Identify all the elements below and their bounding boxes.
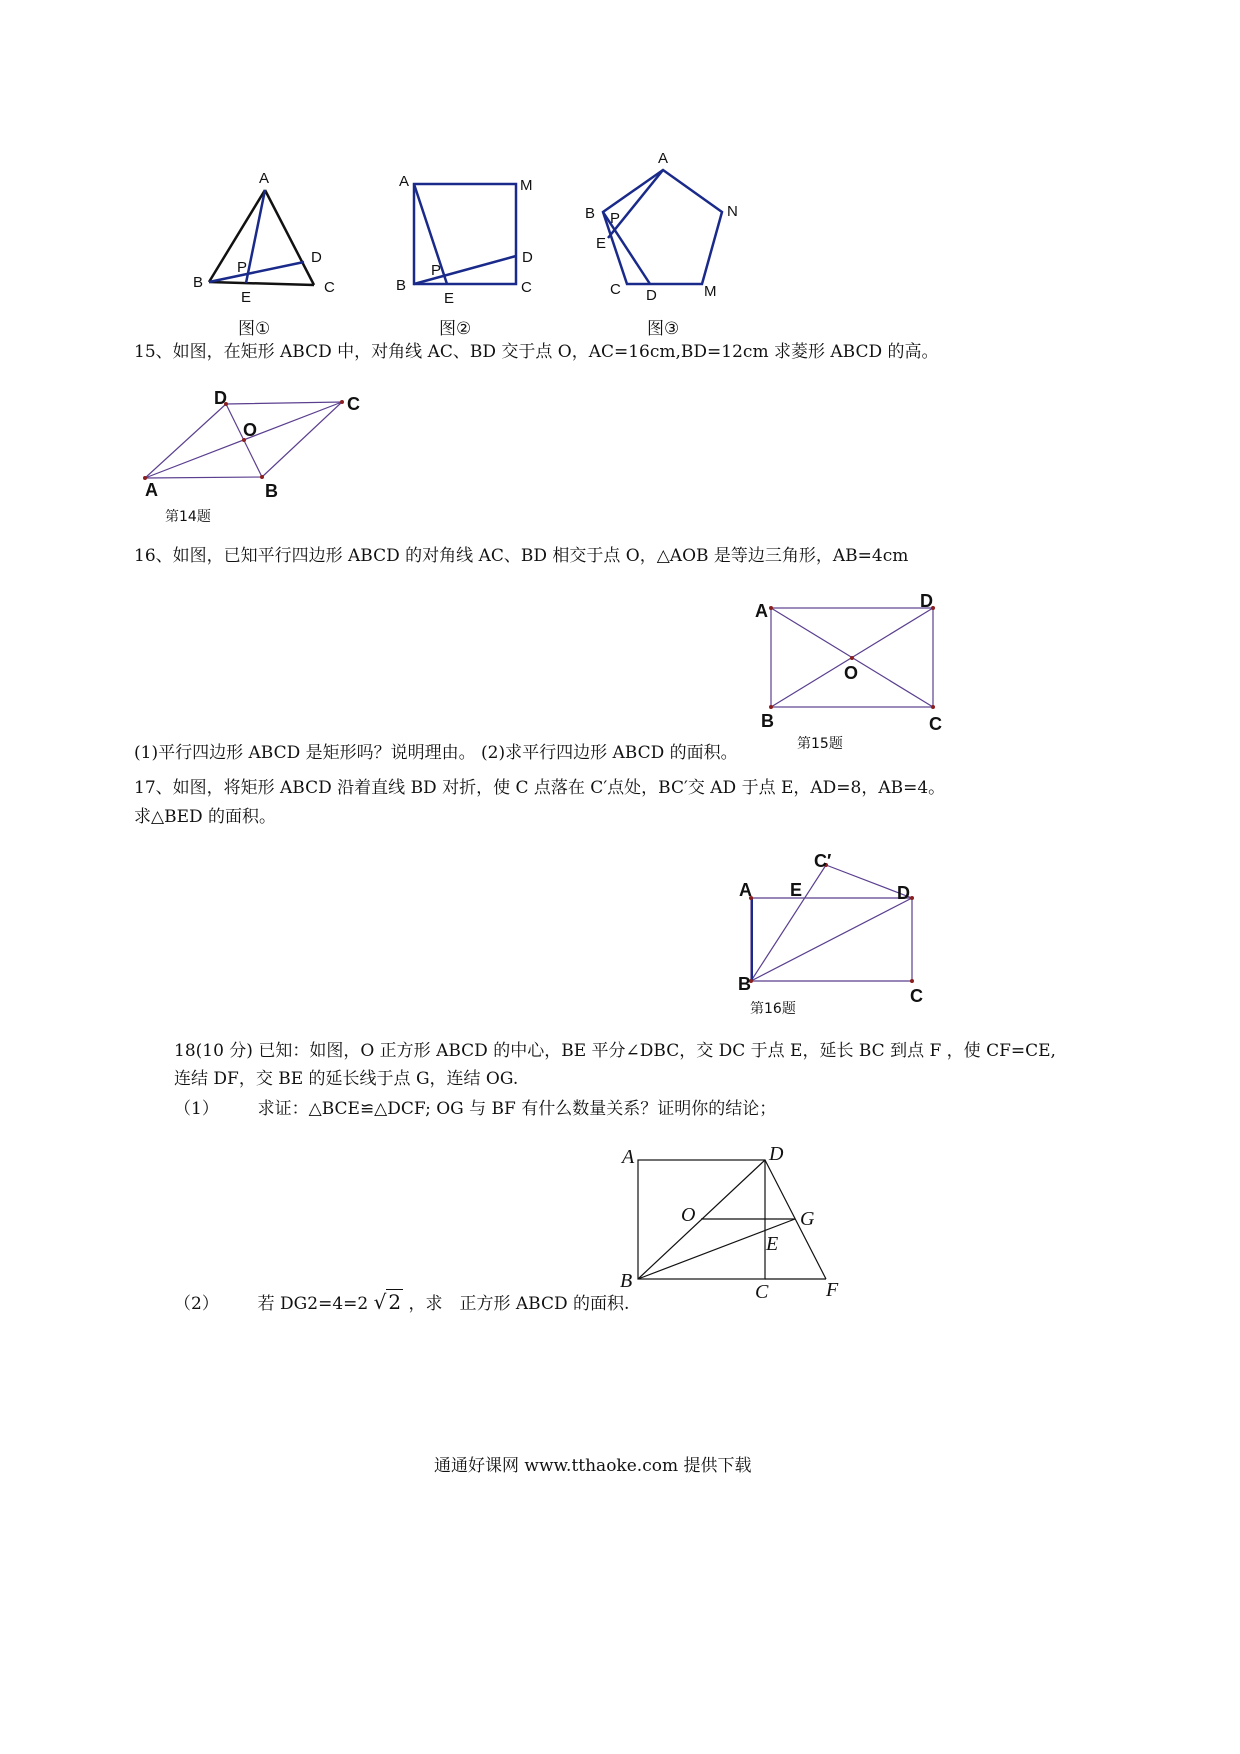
fig2-shape <box>414 184 516 284</box>
fig2-label-M: M <box>520 177 533 194</box>
q18-part2-post: ，求 正方形 ABCD 的面积. <box>408 1294 630 1314</box>
q15-label-D: D <box>214 388 227 408</box>
fig1-label-E: E <box>241 289 252 306</box>
q15-text: 15、如图，在矩形 ABCD 中，对角线 AC、BD 交于点 O，AC=16cm,BD=12cm 求菱形 ABCD 的高。 <box>134 342 939 362</box>
fig3-label-E: E <box>596 235 607 252</box>
q16-figure <box>769 606 935 709</box>
fig1-label-P: P <box>237 259 248 276</box>
q16-label-B: B <box>761 711 774 731</box>
q18-part1 <box>174 1099 776 1119</box>
fig2-label-P: P <box>431 262 442 279</box>
q17-text-1: 17、如图，将矩形 ABCD 沿着直线 BD 对折，使 C 点落在 C′点处，BC′交 AD 于点 E，AD=8，AB=4。 <box>134 778 946 798</box>
fig3-label-B: B <box>585 205 596 222</box>
q17-label-D: D <box>897 883 910 903</box>
footer-text: 通通好课网 www.tthaoke.com 提供下载 <box>434 1456 752 1476</box>
fig2-label-B: B <box>396 277 407 294</box>
q15-label-B: B <box>265 481 278 501</box>
q18-part2 <box>174 1290 629 1314</box>
q18-part2-num: （2） <box>174 1294 219 1314</box>
q16-label-C: C <box>929 714 942 734</box>
fig3-label-C: C <box>610 281 621 298</box>
fig1-caption: 图① <box>238 319 271 339</box>
fig3-shape <box>603 170 722 284</box>
q18-part1-text: 求证：△BCE≌△DCF; OG 与 BF 有什么数量关系？证明你的结论； <box>257 1099 777 1119</box>
q17-label-A: A <box>739 880 752 900</box>
fig1-shape <box>209 190 314 285</box>
q16-text: 16、如图，已知平行四边形 ABCD 的对角线 AC、BD 相交于点 O，△AOB 是等边三角形，AB=4cm <box>134 546 909 566</box>
q18-label-A: A <box>622 1146 635 1168</box>
fig2-label-A: A <box>399 173 410 190</box>
q18-part1-num: （1） <box>174 1099 219 1119</box>
q16-label-D: D <box>920 591 933 611</box>
q17-text-2: 求△BED 的面积。 <box>134 807 277 827</box>
fig1-label-B: B <box>193 274 204 291</box>
fig3-label-M: M <box>704 283 717 300</box>
q18-label-E: E <box>766 1233 779 1255</box>
fig1-label-A: A <box>259 170 270 187</box>
q15-figure-caption: 第14题 <box>165 509 211 525</box>
fig3-label-A: A <box>658 150 669 167</box>
q18-label-D: D <box>769 1143 784 1165</box>
fig1-label-C: C <box>324 279 335 296</box>
fig2-label-E: E <box>444 290 455 307</box>
q18-text-1: 18(10 分) 已知：如图，O 正方形 ABCD 的中心，BE 平分∠DBC，交 DC 于点 E，延长 BC 到点 F ，使 CF=CE, <box>174 1041 1056 1061</box>
q18-label-B: B <box>620 1270 633 1292</box>
q17-label-B: B <box>738 974 751 994</box>
fig3-label-N: N <box>727 203 738 220</box>
fig2-label-D: D <box>522 249 533 266</box>
q15-label-C: C <box>347 394 360 414</box>
q17-figure <box>749 863 914 983</box>
q17-label-Cprime: C′ <box>814 851 832 871</box>
fig2-caption: 图② <box>439 319 472 339</box>
q16-label-A: A <box>755 601 768 621</box>
fig2-label-C: C <box>521 279 532 296</box>
q18-part2-sqrt: 2 <box>388 1290 402 1314</box>
q15-label-O: O <box>243 420 258 440</box>
q16-label-O: O <box>844 663 859 683</box>
q18-label-G: G <box>800 1208 815 1230</box>
fig1-label-D: D <box>311 249 322 266</box>
q18-text-2: 连结 DF，交 BE 的延长线于点 G，连结 OG. <box>174 1069 519 1089</box>
q17-label-C: C <box>910 986 923 1006</box>
fig3-caption: 图③ <box>647 319 680 339</box>
q15-label-A: A <box>145 480 158 500</box>
q18-label-C: C <box>755 1281 769 1303</box>
q17-label-E: E <box>790 880 803 900</box>
sqrt-symbol: √ 2 <box>373 1290 402 1314</box>
q18-figure <box>638 1160 826 1279</box>
q17-figure-caption: 第16题 <box>750 1001 796 1017</box>
q18-label-O: O <box>681 1204 696 1226</box>
q15-figure <box>143 400 344 480</box>
q18-label-F: F <box>826 1279 839 1301</box>
fig3-label-D: D <box>646 287 657 304</box>
q16-sub: (1)平行四边形 ABCD 是矩形吗？说明理由。 (2)求平行四边形 ABCD 的面积。 <box>134 743 738 763</box>
q16-figure-caption: 第15题 <box>797 736 843 752</box>
q18-part2-pre: 若 DG2=4=2 <box>257 1294 369 1314</box>
fig3-label-P: P <box>610 210 621 227</box>
